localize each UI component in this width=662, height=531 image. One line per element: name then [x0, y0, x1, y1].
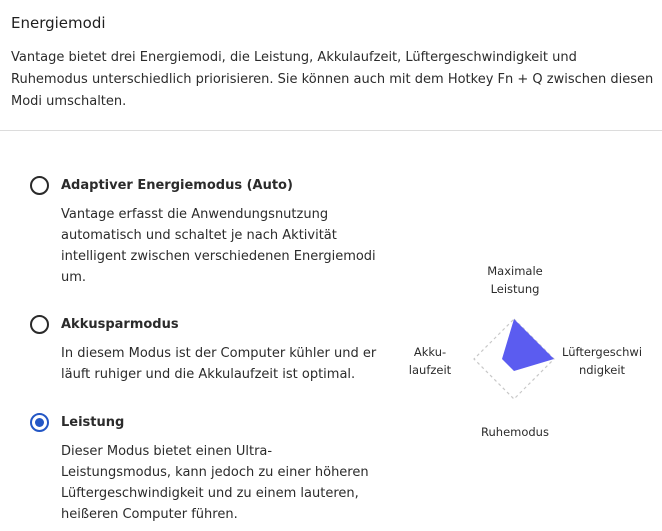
- section-divider: [0, 130, 662, 131]
- diagram-label-fan-speed: Lüftergeschwi ndigkeit: [561, 345, 643, 377]
- section-title: Energiemodi: [11, 14, 106, 32]
- diagram-radar-svg: [400, 255, 662, 455]
- mode-option-row[interactable]: [30, 411, 390, 433]
- energy-modes-header: [11, 12, 656, 113]
- mode-priority-diagram: [400, 255, 662, 455]
- diagram-label-sleep: Ruhemodus: [481, 425, 549, 439]
- mode-title-performance[interactable]: Leistung: [61, 414, 125, 430]
- radio-adaptive[interactable]: [30, 176, 49, 195]
- mode-description-adaptive: Vantage erfasst die Anwendungsnutzung automatisch und schaltet je nach Aktivität intelligent zwischen verschiedenen Energiemodi um.: [61, 207, 376, 285]
- mode-option-row[interactable]: [30, 174, 390, 196]
- radar-value-shape: [502, 319, 554, 371]
- mode-title-battery-saver[interactable]: Akkusparmodus: [61, 316, 179, 332]
- mode-option-adaptive[interactable]: [30, 174, 390, 288]
- radio-battery-saver[interactable]: [30, 315, 49, 334]
- mode-description-performance: Dieser Modus bietet einen Ultra-Leistungsmodus, kann jedoch zu einer höheren Lüftergeschwindigkeit und zu einem lauteren, heißeren Computer führen.: [61, 444, 369, 522]
- mode-title-adaptive[interactable]: Adaptiver Energiemodus (Auto): [61, 177, 293, 193]
- radio-performance[interactable]: [30, 413, 49, 432]
- mode-option-row[interactable]: [30, 313, 390, 335]
- mode-option-performance[interactable]: [30, 411, 390, 525]
- mode-description-battery-saver: In diesem Modus ist der Computer kühler und er läuft ruhiger und die Akkulaufzeit ist optimal.: [61, 346, 377, 382]
- diagram-label-performance: Maximale Leistung: [487, 264, 543, 296]
- section-description: Vantage bietet drei Energiemodi, die Leistung, Akkulaufzeit, Lüftergeschwindigkeit und Ruhemodus unterschiedlich priorisieren. Sie können auch mit dem Hotkey Fn + Q zwischen diesen Modi umschalten.: [11, 50, 654, 109]
- mode-option-battery-saver[interactable]: [30, 313, 390, 385]
- diagram-label-battery: Akku- laufzeit: [408, 345, 452, 377]
